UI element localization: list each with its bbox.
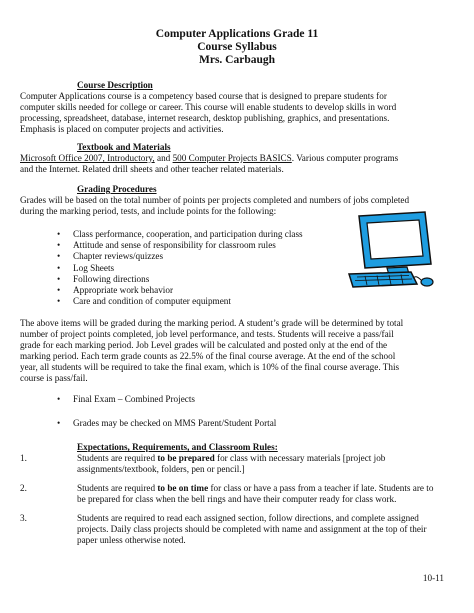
grading-intro-line: during the marking period, tests, and include points for the following: bbox=[20, 206, 277, 216]
course-description-line: Computer Applications course is a competency based course that is designed to prepare students for bbox=[20, 91, 387, 101]
list-item: • Grades may be checked on MMS Parent/Student Portal bbox=[57, 418, 276, 429]
expectations-heading: Expectations, Requirements, and Classroom Rules: bbox=[77, 442, 278, 452]
list-item: • Appropriate work behavior bbox=[57, 285, 303, 296]
computer-clipart-icon bbox=[345, 210, 437, 298]
textbook-line bbox=[20, 153, 398, 164]
rule-number: 3. bbox=[20, 513, 27, 523]
course-description-line: processing, spreadsheet, database, internet research, desktop publishing, graphics, and presentations. bbox=[20, 113, 390, 123]
grading-paragraph-line: The above items will be graded during the marking period. A student’s grade will be determined by total bbox=[20, 318, 404, 328]
teacher-name: Mrs. Carbaugh bbox=[198, 54, 276, 66]
rule-text: Students are required bbox=[77, 453, 158, 463]
rule-emphasis: to be on time bbox=[157, 483, 209, 493]
grading-paragraph-line: marking period. Each term grade counts as 22.5% of the final course average. At the end of the school bbox=[20, 351, 396, 361]
grading-paragraph-line: year, all students will be required to take the final exam, which is 10% of the final course average. This bbox=[20, 362, 400, 372]
textbook-line: and the Internet. Related drill sheets and other teacher related materials. bbox=[20, 164, 284, 174]
textbook-heading: Textbook and Materials bbox=[77, 142, 171, 152]
rule-text: for class with necessary materials [project job bbox=[214, 453, 386, 463]
grading-paragraph-line: grade for each marking period. Job Level grades will be calculated and posted only at the end of the bbox=[20, 340, 388, 350]
list-item: • Log Sheets bbox=[57, 263, 303, 274]
rule-line bbox=[77, 453, 385, 464]
rule-emphasis: to be prepared bbox=[157, 453, 215, 463]
rule-line: assignments/textbook, folders, pen or pencil.] bbox=[77, 464, 245, 474]
grading-intro-line: Grades will be based on the total number of points per projects completed and numbers of jobs completed bbox=[20, 195, 410, 205]
list-item: • Following directions bbox=[57, 274, 303, 285]
rule-number: 1. bbox=[20, 453, 27, 463]
rule-number: 2. bbox=[20, 483, 27, 493]
document-subtitle: Course Syllabus bbox=[197, 41, 277, 53]
rule-text: for class or have a pass from a teacher if late. Students are to bbox=[208, 483, 434, 493]
list-item: • Attitude and sense of responsibility for classroom rules bbox=[57, 240, 303, 251]
course-title: Computer Applications Grade 11 bbox=[155, 28, 319, 40]
rule-line bbox=[77, 483, 433, 494]
textbook-rest: . Various computer programs bbox=[291, 153, 399, 163]
portal-list bbox=[57, 418, 276, 429]
course-description-line: computer skills needed for college or career. This course will enable students to develop skills in word bbox=[20, 102, 397, 112]
grading-paragraph-line: number of project points completed, job level performance, and tests. Students will receive a pass/fail bbox=[20, 329, 394, 339]
rule-line: Students are required to read each assigned section, follow directions, and complete assigned bbox=[77, 513, 419, 523]
grading-criteria-list bbox=[57, 229, 303, 307]
rule-line: be prepared for class when the bell rings and have their computer ready for class work. bbox=[77, 494, 397, 504]
list-item: • Final Exam – Combined Projects bbox=[57, 394, 195, 405]
exam-list bbox=[57, 394, 195, 405]
list-item: • Chapter reviews/quizzes bbox=[57, 251, 303, 262]
grading-paragraph-line: course is pass/fail. bbox=[20, 373, 88, 383]
list-item: • Care and condition of computer equipment bbox=[57, 296, 303, 307]
rule-text: Students are required bbox=[77, 483, 158, 493]
rule-line: paper unless otherwise noted. bbox=[77, 535, 186, 545]
rule-line: projects. Daily class projects should be completed with name and assignment at the top of their bbox=[77, 524, 427, 534]
course-description-line: Emphasis is placed on computer projects and activities. bbox=[20, 124, 224, 134]
textbook-and: and bbox=[154, 153, 173, 163]
grading-heading: Grading Procedures bbox=[77, 184, 157, 194]
course-description-heading: Course Description bbox=[77, 80, 153, 90]
page-number: 10-11 bbox=[422, 573, 444, 583]
textbook-title: 500 Computer Projects BASICS bbox=[172, 153, 292, 163]
list-item: • Class performance, cooperation, and participation during class bbox=[57, 229, 303, 240]
textbook-title: Microsoft Office 2007, Introductory, bbox=[20, 153, 155, 163]
